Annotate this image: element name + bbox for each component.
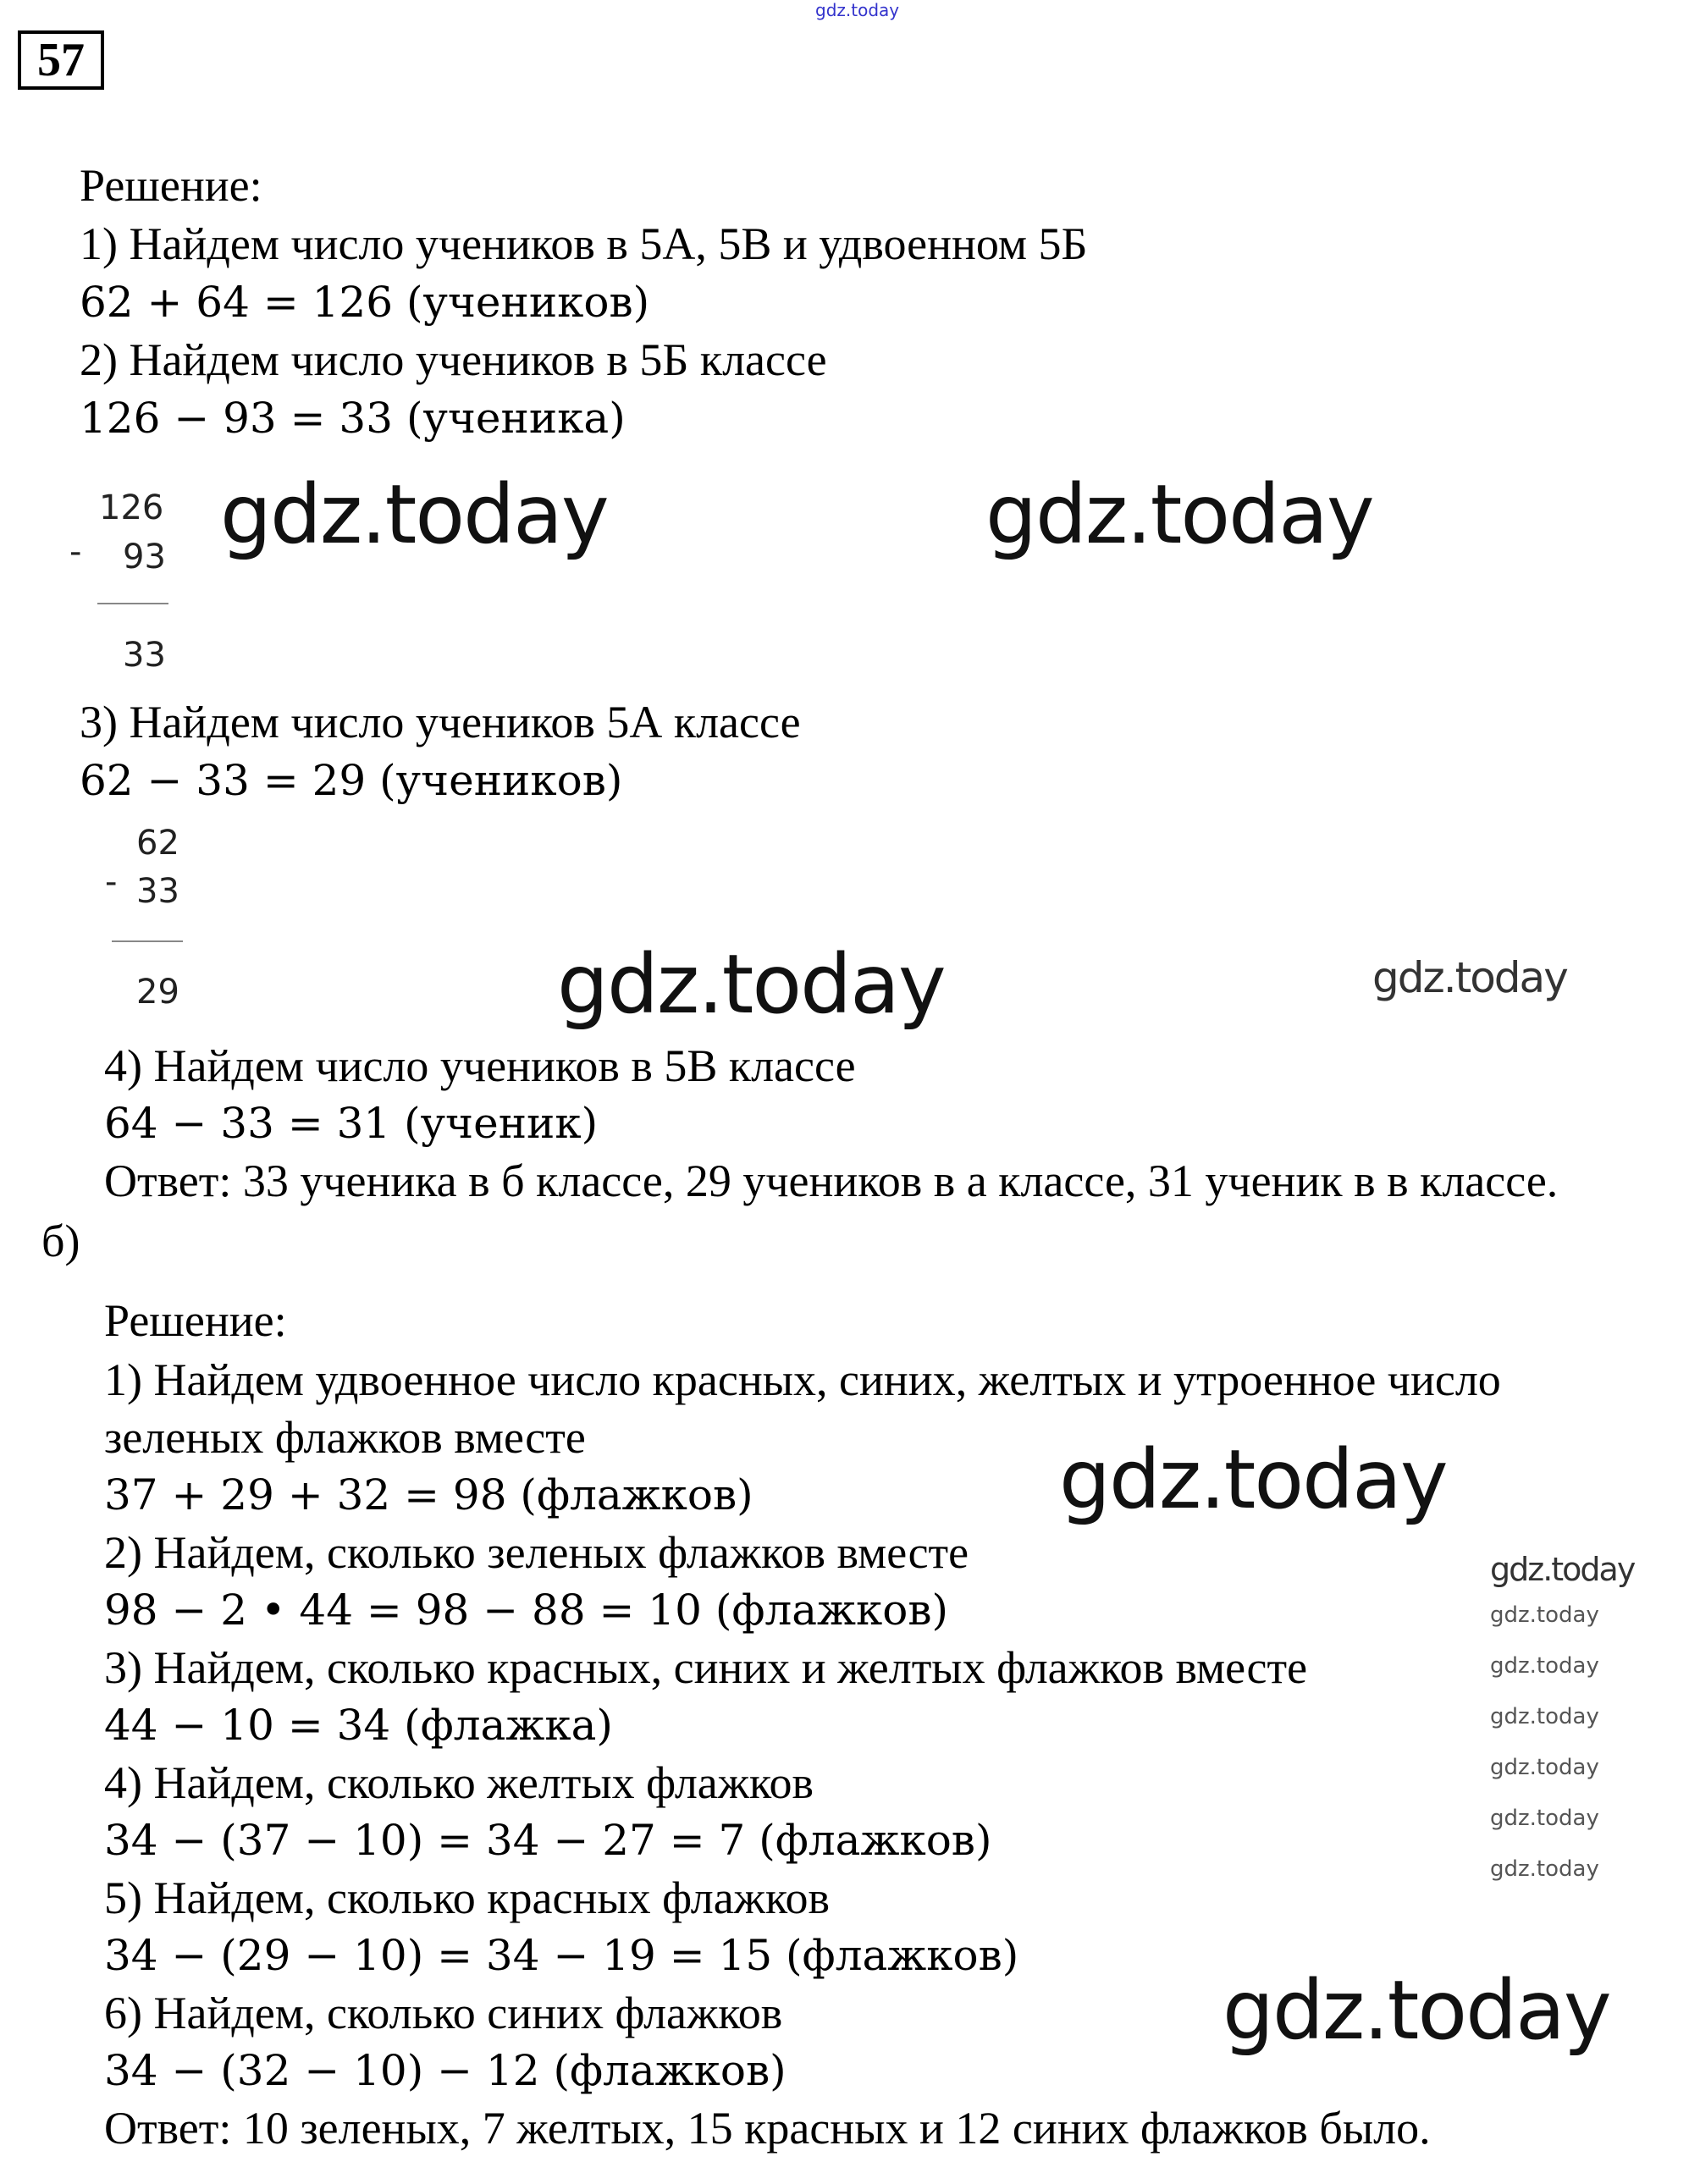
column-b-rule	[112, 940, 183, 942]
step-line: 2) Найдем, сколько зеленых флажков вместе	[104, 1527, 969, 1578]
step-line: 3) Найдем, сколько красных, синих и желтых флажков вместе	[104, 1642, 1308, 1693]
step-line: 4) Найдем число учеников в 5В классе	[104, 1040, 856, 1091]
equation-line: 126 − 93 = 33 (ученика)	[80, 394, 626, 443]
watermark: gdz.today	[1059, 1432, 1447, 1527]
watermark: gdz.today	[557, 937, 945, 1032]
watermark: gdz.today	[1490, 1653, 1599, 1679]
watermark: gdz.today	[1490, 1856, 1599, 1882]
column-a-top: 126	[99, 488, 164, 527]
part-b-label: б)	[41, 1216, 80, 1266]
step-line: 6) Найдем, сколько синих флажков	[104, 1988, 783, 2038]
equation-line: 44 − 10 = 34 (флажка)	[104, 1701, 613, 1750]
solution-label-b: Решение:	[104, 1295, 287, 1346]
solution-label-a: Решение:	[80, 160, 262, 211]
watermark: gdz.today	[1490, 1755, 1599, 1780]
column-b-op: -	[105, 863, 118, 902]
watermark: gdz.today	[220, 467, 608, 562]
answer-b: Ответ: 10 зеленых, 7 желтых, 15 красных и 12 синих флажков было.	[104, 2103, 1431, 2154]
equation-line: 62 + 64 = 126 (учеников)	[80, 278, 650, 327]
task-number: 57	[18, 30, 104, 90]
step-line: 5) Найдем, сколько красных флажков	[104, 1872, 830, 1923]
step-line: зеленых флажков вместе	[104, 1412, 586, 1463]
equation-line: 34 − (29 − 10) = 34 − 19 = 15 (флажков)	[104, 1931, 1019, 1980]
column-b-bottom: 33	[136, 872, 179, 911]
watermark: gdz.today	[1490, 1704, 1599, 1729]
column-a-op: -	[69, 532, 82, 571]
equation-line: 98 − 2 • 44 = 98 − 88 = 10 (флажков)	[104, 1586, 949, 1635]
equation-line: 34 − (37 − 10) = 34 − 27 = 7 (флажков)	[104, 1816, 992, 1865]
watermark: gdz.today	[1490, 1806, 1599, 1831]
column-b-top: 62	[136, 824, 179, 863]
equation-line: 37 + 29 + 32 = 98 (флажков)	[104, 1470, 753, 1519]
step-line: 4) Найдем, сколько желтых флажков	[104, 1757, 814, 1808]
equation-line: 64 − 33 = 31 (ученик)	[104, 1099, 599, 1148]
answer-a: Ответ: 33 ученика в б классе, 29 учеников в а классе, 31 ученик в в классе.	[104, 1155, 1559, 1206]
column-b-result: 29	[136, 973, 179, 1012]
equation-line: 62 − 33 = 29 (учеников)	[80, 756, 623, 805]
column-a-bottom: 93	[123, 538, 166, 576]
step-line: 1) Найдем удвоенное число красных, синих, желтых и утроенное число	[104, 1354, 1501, 1405]
equation-line: 34 − (32 − 10) − 12 (флажков)	[104, 2046, 787, 2095]
step-line: 2) Найдем число учеников в 5Б классе	[80, 334, 827, 385]
step-line: 3) Найдем число учеников 5А классе	[80, 697, 801, 747]
watermark: gdz.today	[1372, 953, 1567, 1002]
watermark: gdz.today	[1490, 1602, 1599, 1628]
column-a-rule	[97, 603, 168, 604]
watermark: gdz.today	[985, 467, 1373, 562]
watermark: gdz.today	[1223, 1963, 1610, 2058]
top-watermark: gdz.today	[815, 0, 900, 20]
step-line: 1) Найдем число учеников в 5A, 5B и удвоенном 5Б	[80, 218, 1088, 269]
column-a-result: 33	[123, 636, 166, 675]
watermark: gdz.today	[1490, 1551, 1635, 1588]
